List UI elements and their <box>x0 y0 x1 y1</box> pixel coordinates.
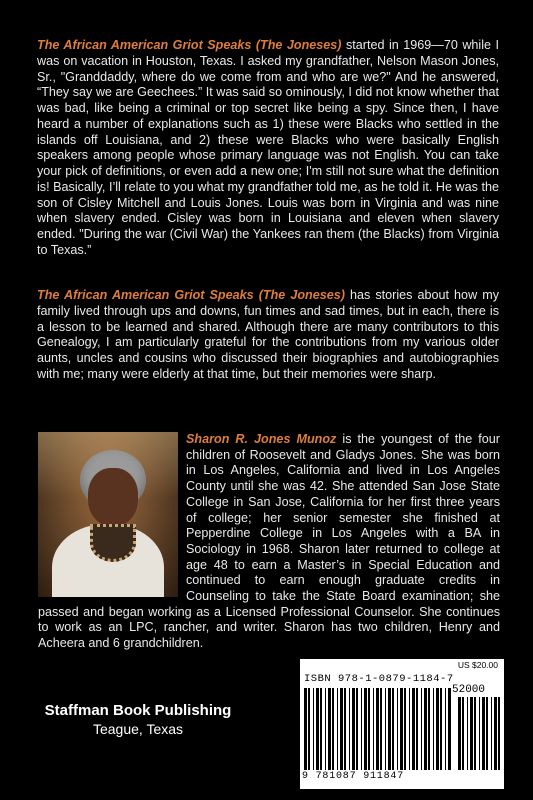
paragraph-text: has stories about how my family lived through ups and downs, fun times and sad times, but in each, there is a lesson to be learned and shared. Although there are many contributors to this Genealogy, I am particularly grateful for the contributions from my various older aunts, uncles and cousins who discussed their biographies and autobiographies with me; many were elderly at that time, but their memories were sharp. <box>37 288 499 381</box>
description-paragraph-2 <box>37 288 499 383</box>
book-title: The African American Griot Speaks (The Joneses) <box>37 38 342 52</box>
publisher-name: Staffman Book Publishing <box>44 702 232 719</box>
price-label: US $20.00 <box>457 660 498 670</box>
price-addon-number: 52000 <box>452 684 486 696</box>
book-title: The African American Griot Speaks (The Joneses) <box>37 288 345 302</box>
addon-barcode-bars <box>458 697 500 770</box>
barcode-bars <box>304 688 452 770</box>
author-bio <box>38 432 500 652</box>
publisher-block <box>38 701 238 739</box>
author-bio-text: is the youngest of the four children of Roosevelt and Gladys Jones. She was born in Los Angeles, California and lived in Los Angeles County until she was 42. She attended San Jose State College in San Jose, California for her first three years of college; her senior semester she finished at Pepperdine College in Los Angeles with a BA in Sociology in 1968. Sharon later returned to college at age 48 to earn a Master’s in Special Education and continued to earn enough graduate credits in Counseling to take the State Board examination; she passed and began working as a Licensed Professional Counselor. She continues to work as an LPC, rancher, and writer. Sharon has two children, Henry and Acheera and 6 grandchildren. <box>38 432 500 651</box>
barcode-block <box>300 659 504 789</box>
paragraph-text: started in 1969—70 while I was on vacation in Houston, Texas. I asked my grandfather, Nelson Mason Jones, Sr., "Granddaddy, where do we come from and who are we?" And he answered, “They say we are Geechees.” It was said so ominously, I did not know whether that was bad, like being a criminal or top secret like being a spy. Since then, I have heard a number of explanations such as 1) these were Blacks who settled in the islands off Louisiana, and 2) these were Blacks who were basically English speakers among people whose primary language was not English. You can take your pick of definitions, or even add a new one; I'm still not sure what the definition is! Basically, I’ll relate to you what my grandfather told me, as he told it. He was the son of Cisley Mitchell and Louis Jones. Louis was born in Virginia and was nine when slavery ended. Cisley was born in Louisiana and eleven when slavery ended. "During the war (Civil War) the Yankees ran them (the Blacks) from Virginia to Texas.” <box>37 38 499 257</box>
description-paragraph-1 <box>37 38 499 259</box>
author-name: Sharon R. Jones Munoz <box>186 432 337 446</box>
publisher-location: Teague, Texas <box>92 721 184 737</box>
ean-number: 9 781087 911847 <box>302 771 405 782</box>
isbn-label: ISBN 978-1-0879-1184-7 <box>304 673 454 685</box>
